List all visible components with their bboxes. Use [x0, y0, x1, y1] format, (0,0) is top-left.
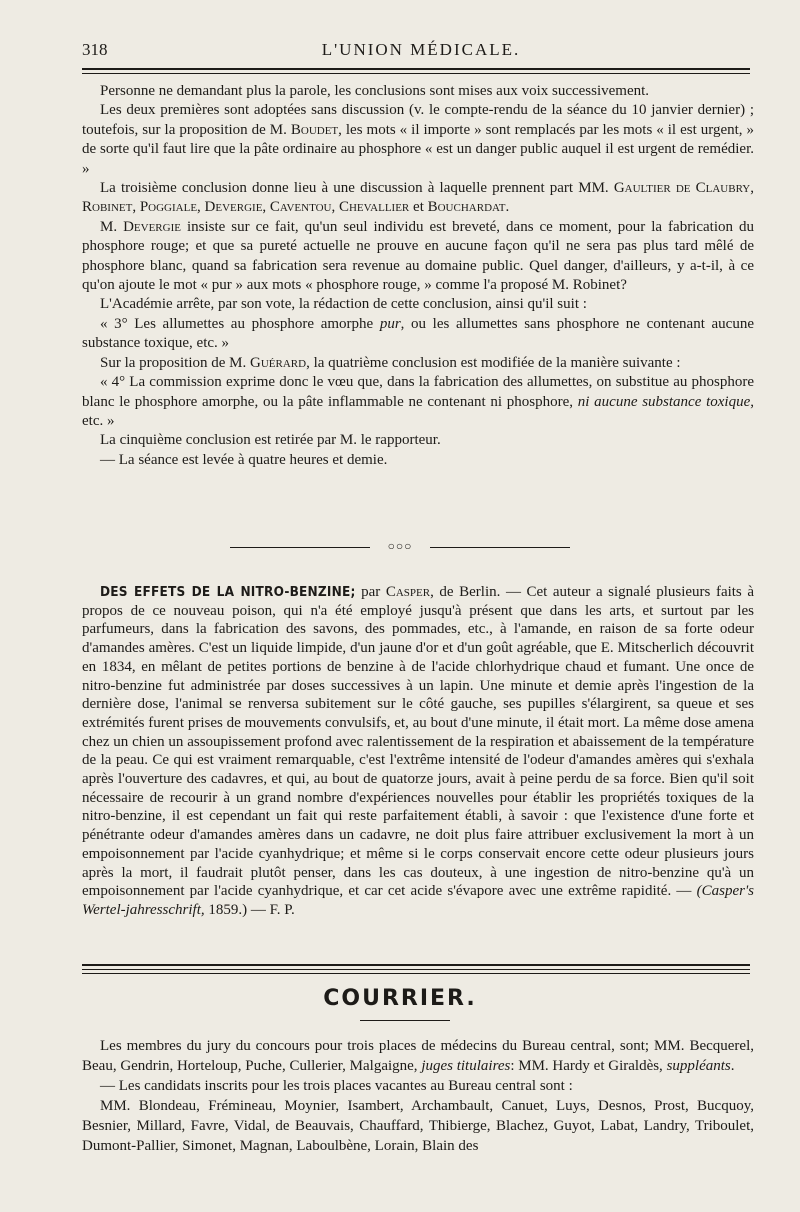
- paragraph: La troisième conclusion donne lieu à une discussion à laquelle prennent part MM. Gaultier de Claubry, Robinet, Poggiale, Devergie, Caventou, Chevallier et Bouchardat.: [82, 180, 755, 216]
- article-heading: DES EFFETS DE LA NITRO-BENZINE;: [100, 584, 356, 600]
- courrier-section: [82, 1036, 754, 1156]
- paragraph: Sur la proposition de M. Guérard, la quatrième conclusion est modifiée de la manière suivante :: [100, 354, 681, 371]
- article-author: Casper: [385, 584, 431, 600]
- paragraph: M. Devergie insiste sur ce fait, qu'un seul individu est breveté, dans ce moment, pour la fabrication du phosphore rouge; et que sa pureté actuelle ne prouve en aucune façon qu'il ne sera pas plus tard mêlé de phosphore blanc, quand sa fabrication sera revenue au domaine public. Quel danger, d'ailleurs, y a-t-il, à ce qu'on ajoute le mot « pur » aux mots « phosphore rouge, » comme l'a proposé M. Robinet?: [82, 218, 754, 294]
- citation: (Casper's Wertel-jahresschrift,: [82, 883, 754, 918]
- page-number: 318: [82, 40, 108, 59]
- paragraph: La cinquième conclusion est retirée par M. le rapporteur.: [100, 432, 441, 449]
- courrier-title: COURRIER.: [323, 986, 477, 1011]
- paragraph: L'Académie arrête, par son vote, la rédaction de cette conclusion, ainsi qu'il suit :: [100, 296, 587, 313]
- ornament-dots: ○○○: [387, 539, 413, 553]
- paragraph: Les membres du jury du concours pour trois places de médecins du Bureau central, sont; MM. Becquerel, Beau, Gendrin, Horteloup, Puche, Cullerier, Malgaigne, juges titulaires: MM. Hardy et Giraldès, suppléants.: [82, 1038, 754, 1074]
- paragraph: — Les candidats inscrits pour les trois places vacantes au Bureau central sont :: [100, 1078, 573, 1094]
- academy-session-section: [82, 82, 754, 470]
- section-rule: [82, 964, 750, 966]
- section-rule: [82, 969, 750, 970]
- journal-title: L'UNION MÉDICALE.: [321, 40, 521, 59]
- article-body: DES EFFETS DE LA NITRO-BENZINE; par Casper, de Berlin. — Cet auteur a signalé plusieurs faits à propos de ce nouveau poison, qui n'a été employé jusqu'à présent que dans les arts, et surtout par les parfumeurs, dans la fabrication des savons, des pommades, etc., à l'amande, en raison de sa forte odeur d'amandes amères. C'est un liquide limpide, d'un jaune d'or et d'un goût agréable, que E. Mitscherlich découvrit en 1834, en mêlant de petites portions de benzine à de l'acide chlorhydrique chaud et fumant. Une once de nitro-benzine fut administrée par doses successives à un lapin. Une minute et demie après l'ingestion de la dernière dose, l'animal se renversa subitement sur le côté gauche, ses pupilles s'élargirent, sa queue et ses extrémités furent prises de mouvements convulsifs, et, au bout d'une minute, il était mort. La même dose amena chez un chien un assoupissement profond avec ralentissement de la respiration et abaissement de la température de la peau. Ce qui est vraiment remarquable, c'est l'extrême intensité de l'odeur d'amandes amères qui s'exhala après l'ouverture des cadavres, et qui, au bout de quatorze jours, avait à peine perdu de sa force. Bien qu'il soit nécessaire de recourir à un grand nombre d'expériences nouvelles pour établir les propriétés toxiques de la nitro-benzine, il est cependant un fait qui reste parfaitement établi, à savoir : que l'existence d'une forte et pénétrante odeur d'amandes amères dans un cadavre, ne doit plus faire attribuer exclusivement la mort à un empoisonnement par l'acide cyanhydrique; et même si le corps conservait encore cette odeur plusieurs jours après la mort, il faudrait plutôt penser, dans les cas douteux, à une ingestion de nitro-benzine qu'à un empoisonnement par l'acide cyanhydrique, et car cet acide s'évapore avec une extrême rapidité. — (Casper's Wertel-jahresschrift, 1859.) — F. P.: [82, 584, 754, 918]
- section-rule: [82, 973, 750, 974]
- ornament-line: [430, 547, 570, 548]
- paragraph: Les deux premières sont adoptées sans discussion (v. le compte-rendu de la séance du 10 janvier dernier) ; toutefois, sur la proposition de M. Boudet, les mots « il importe » sont remplacés par les mots « il est urgent, » de sorte qu'il faut lire que la pâte ordinaire au phosphore « est un danger public auquel il est urgent de remédier. »: [82, 102, 755, 177]
- header-rule-thin: [82, 73, 750, 74]
- paragraph: — La séance est levée à quatre heures et demie.: [100, 451, 388, 468]
- paragraph: Personne ne demandant plus la parole, les conclusions sont mises aux voix successivement.: [100, 83, 650, 99]
- ornament-line: [230, 547, 370, 548]
- page-header: [82, 40, 760, 68]
- nitrobenzine-article: [82, 583, 754, 920]
- quoted-conclusion: « 4° La commission exprime donc le vœu que, dans la fabrication des allumettes, on substitue au phosphore blanc le phosphore amorphe, ou la pâte inflammable ne contenant ni phosphore, ni aucune substance toxique, etc. »: [82, 374, 754, 429]
- quoted-conclusion: « 3° Les allumettes au phosphore amorphe pur, ou les allumettes sans phosphore ne contenant aucune substance toxique, etc. »: [82, 315, 754, 352]
- header-rule: [82, 68, 750, 70]
- candidate-list: MM. Blondeau, Frémineau, Moynier, Isambert, Archambault, Canuet, Luys, Desnos, Prost, Bucquoy, Besnier, Millard, Favre, Vidal, de Beauvais, Chauffard, Thibierge, Blachez, Guyot, Labat, Landry, Triboulet, Dumont-Pallier, Simonet, Magnan, Laboulbène, Lorain, Blain des: [82, 1098, 754, 1154]
- section-ornament: [230, 539, 570, 554]
- title-underline: [360, 1020, 450, 1021]
